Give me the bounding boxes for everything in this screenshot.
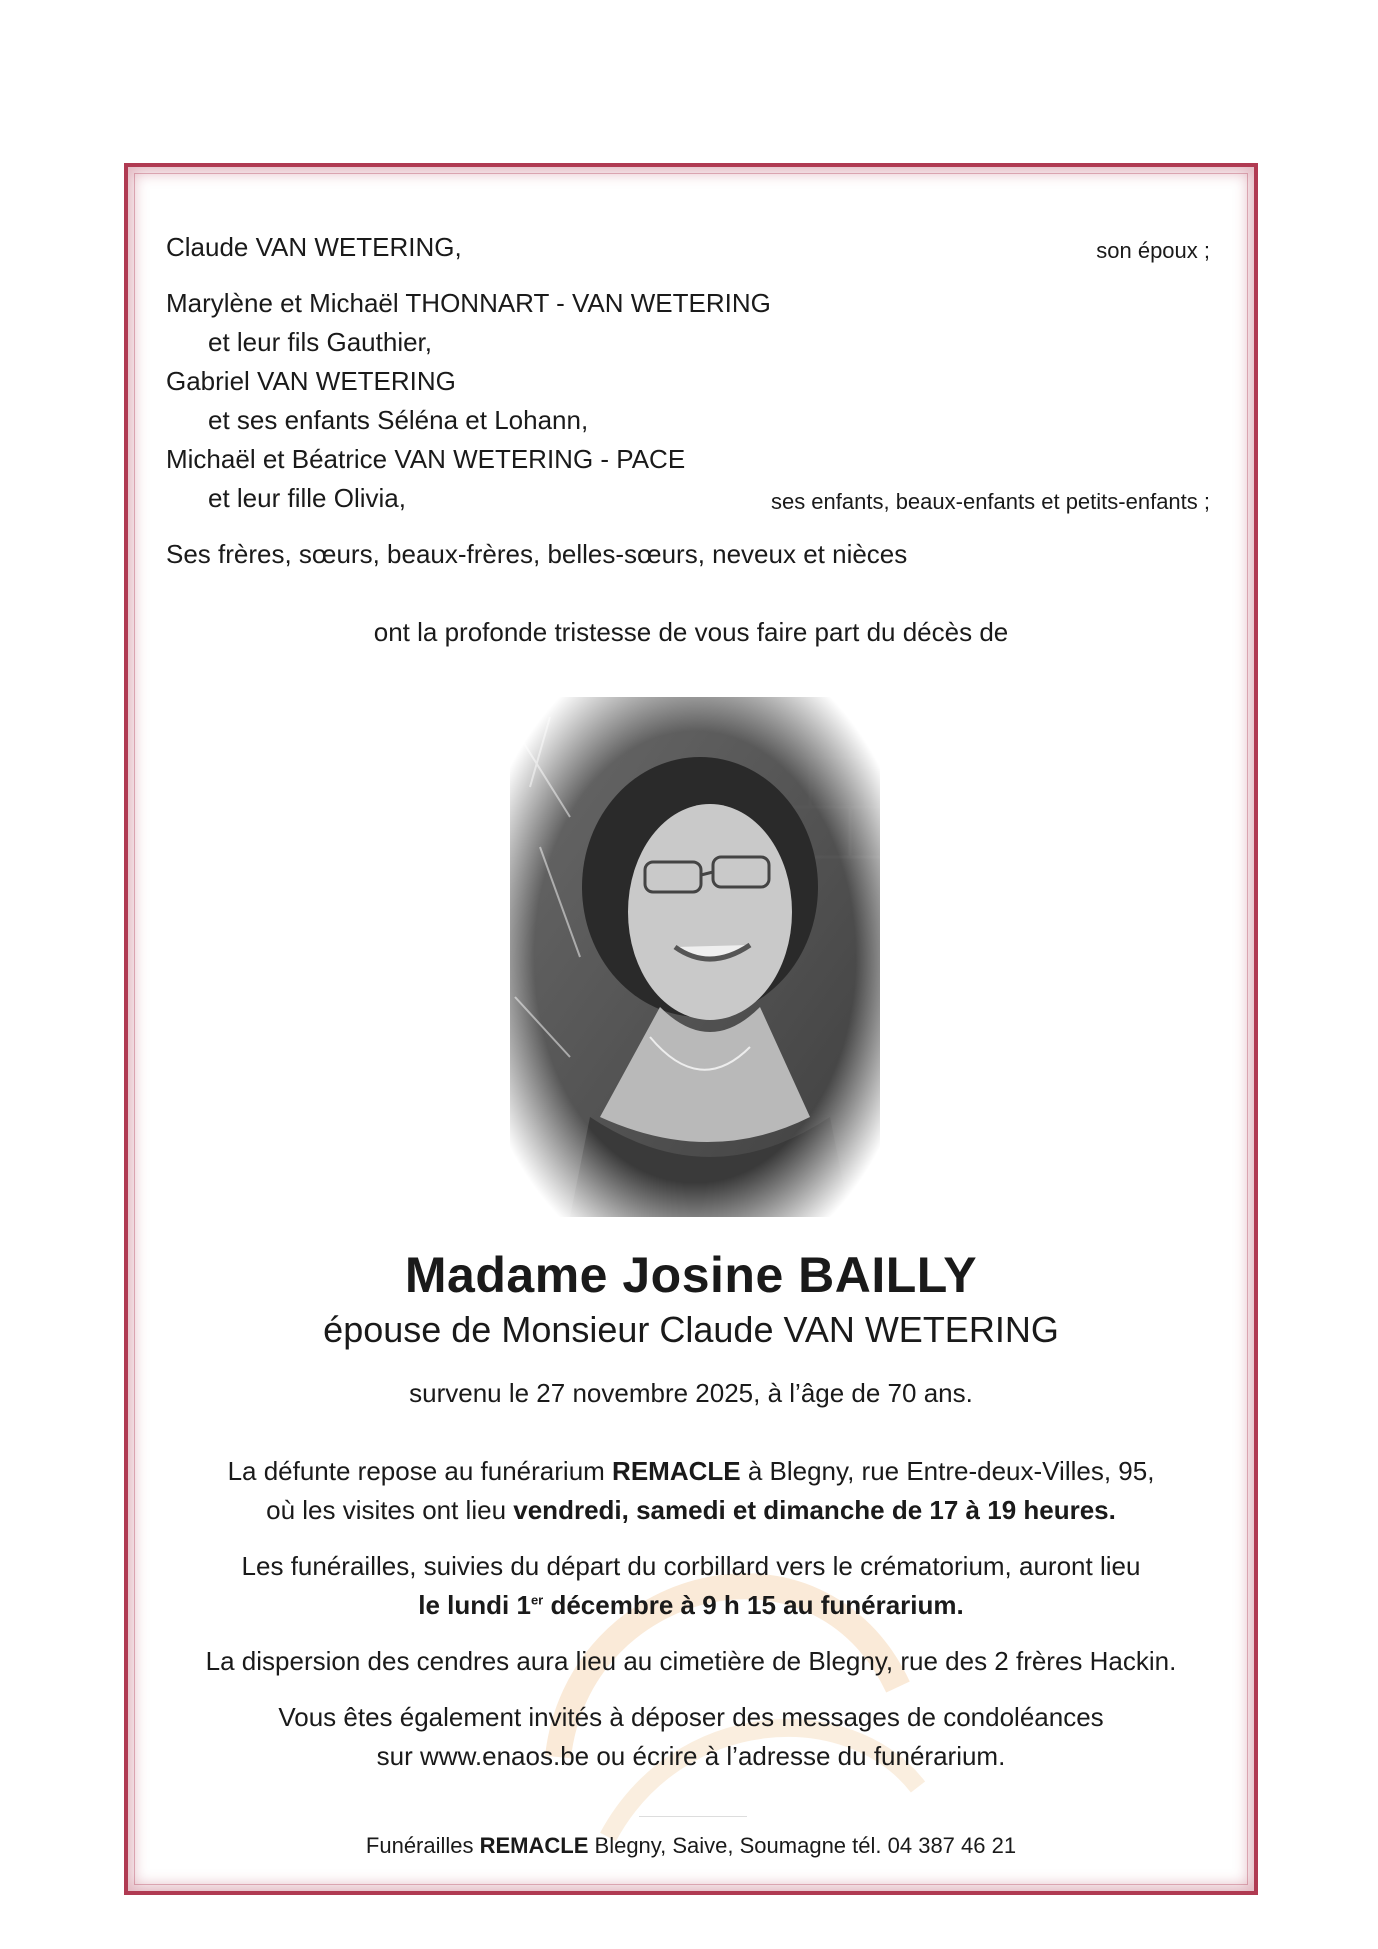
funeral-line-1: Les funérailles, suivies du départ du corbillard vers le crématorium, auront lieu	[241, 1551, 1141, 1581]
child3-sub: et leur fille Olivia,	[208, 483, 406, 513]
child3-line: Michaël et Béatrice VAN WETERING - PACE	[166, 444, 686, 474]
dispersion-line: La dispersion des cendres aura lieu au cimetière de Blegny, rue des 2 frères Hackin.	[205, 1646, 1177, 1676]
visits-text-a: où les visites ont lieu	[266, 1495, 514, 1525]
death-date: survenu le 27 novembre 2025, à l’âge de 70 ans.	[409, 1378, 973, 1408]
footer-separator	[639, 1816, 747, 1817]
siblings-line: Ses frères, sœurs, beaux-frères, belles-sœurs, neveux et nièces	[166, 539, 908, 569]
footer-line	[128, 1830, 1254, 1862]
spouse-name: Claude VAN WETERING,	[166, 232, 462, 262]
repose-funeral-home: REMACLE	[612, 1456, 741, 1486]
spouse-role: son époux ;	[1096, 238, 1210, 263]
repose-text-c: à Blegny, rue Entre-deux-Villes, 95,	[740, 1456, 1155, 1486]
child2-sub: et ses enfants Séléna et Lohann,	[208, 405, 589, 435]
visits-line	[128, 1494, 1254, 1526]
footer-funeral-home: REMACLE	[479, 1833, 589, 1858]
visits-schedule: vendredi, samedi et dimanche de 17 à 19 heures.	[513, 1495, 1116, 1525]
repose-text-a: La défunte repose au funérarium	[227, 1456, 613, 1486]
child1-sub: et leur fils Gauthier,	[208, 327, 432, 357]
condolences-line-1: Vous êtes également invités à déposer des messages de condoléances	[278, 1702, 1104, 1732]
children-role: ses enfants, beaux-enfants et petits-enfants ;	[770, 489, 1210, 514]
funeral-line-2	[128, 1589, 1254, 1621]
condolences-line-2: sur www.enaos.be ou écrire à l’adresse du funérarium.	[376, 1741, 1006, 1771]
footer-text-a: Funérailles	[365, 1833, 480, 1858]
child2-line: Gabriel VAN WETERING	[166, 366, 456, 396]
deceased-name: Madame Josine BAILLY	[404, 1247, 978, 1303]
repose-line	[128, 1455, 1254, 1487]
notice-frame	[124, 163, 1258, 1895]
announcement: ont la profonde tristesse de vous faire part du décès de	[373, 617, 1009, 647]
portrait-photo	[510, 697, 880, 1217]
child1-line: Marylène et Michaël THONNART - VAN WETERING	[166, 288, 771, 318]
funeral-date-sup: er	[530, 1592, 544, 1608]
funeral-date-a: le lundi 1	[418, 1590, 531, 1620]
footer-text-c: Blegny, Saive, Soumagne tél. 04 387 46 21	[588, 1833, 1017, 1858]
funeral-date-b: décembre à 9 h 15 au funérarium.	[543, 1590, 964, 1620]
deceased-spouse: épouse de Monsieur Claude VAN WETERING	[323, 1309, 1059, 1350]
